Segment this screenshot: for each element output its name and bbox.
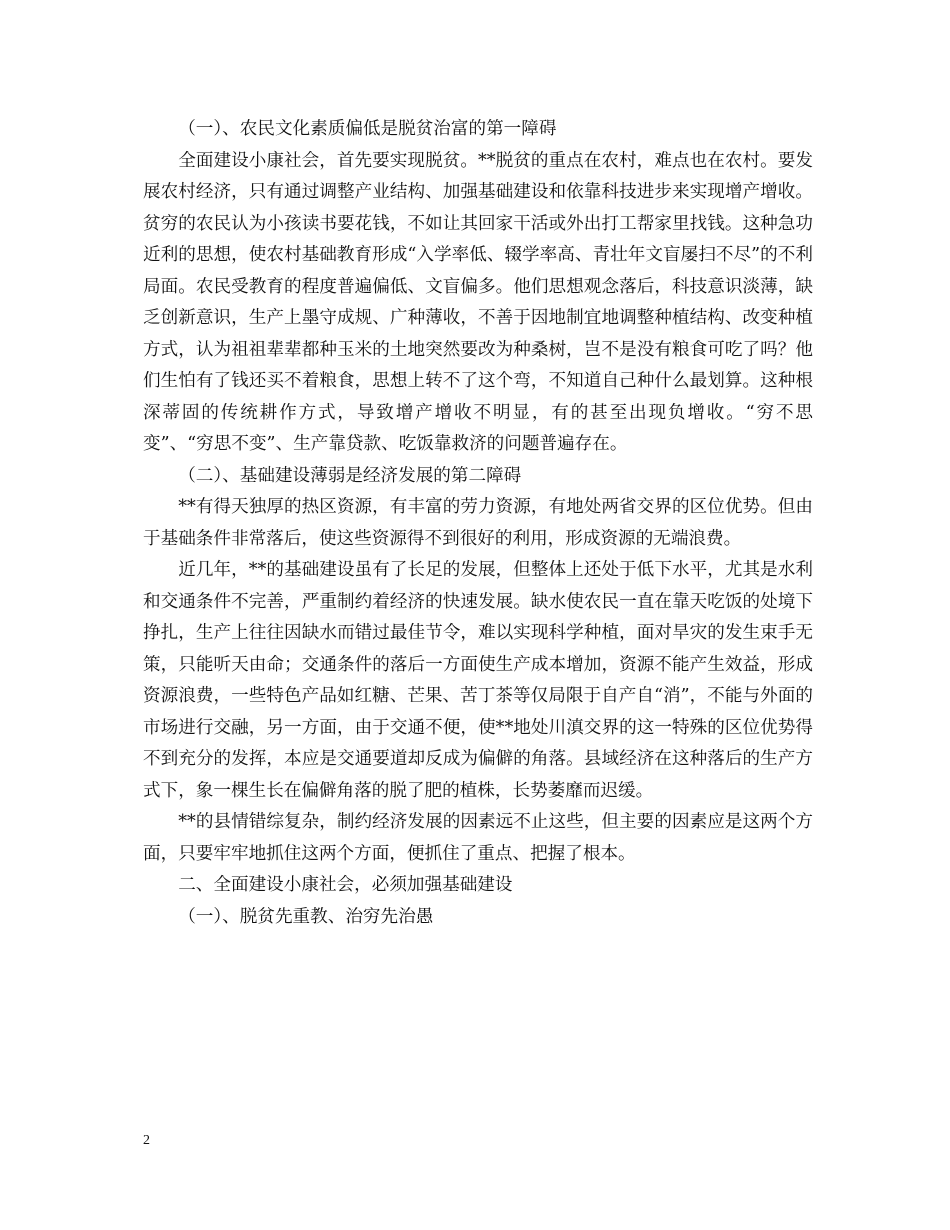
body-paragraph-3: 近几年，**的基础建设虽有了长足的发展，但整体上还处于低下水平，尤其是水利和交通条件不完善，严重制约着经济的快速发展。缺水使农民一直在靠天吃饭的处境下挣扎，生产上往往因缺水而错过最佳节令，难以实现科学种植，面对旱灾的发生束手无策，只能听天由命；交通条件的落后一方面使生产成本增加，资源不能产生效益，形成资源浪费，一些特色产品如红糖、芒果、苦丁茶等仅局限于自产自“消”，不能与外面的市场进行交融，另一方面，由于交通不便，使**地处川滇交界的这一特殊的区位优势得不到充分的发挥，本应是交通要道却反成为偏僻的角落。县域经济在这种落后的生产方式下，象一棵生长在偏僻角落的脱了肥的植株，长势萎靡而迟缓。 xyxy=(143,560,813,801)
section-heading-1-2: （二）、基础建设薄弱是经济发展的第二障碍 xyxy=(178,465,522,486)
document-body xyxy=(143,114,813,933)
page-number: 2 xyxy=(143,1133,150,1148)
section-heading-2: 二、全面建设小康社会，必须加强基础建设 xyxy=(178,875,513,895)
body-paragraph-2: **有得天独厚的热区资源，有丰富的劳力资源，有地处两省交界的区位优势。但由于基础条件非常落后，使这些资源得不到很好的利用，形成资源的无端浪费。 xyxy=(143,497,813,549)
section-heading-1-1: （一）、农民文化素质偏低是脱贫治富的第一障碍 xyxy=(178,119,557,139)
body-paragraph-1: 全面建设小康社会，首先要实现脱贫。**脱贫的重点在农村，难点也在农村。要发展农村经济，只有通过调整产业结构、加强基础建设和依靠科技进步来实现增产增收。贫穷的农民认为小孩读书要花钱，不如让其回家干活或外出打工帮家里找钱。这种急功近利的思想，使农村基础教育形成“入学率低、辍学率高、青壮年文盲屡扫不尽”的不利局面。农民受教育的程度普遍偏低、文盲偏多。他们思想观念落后，科技意识淡薄，缺乏创新意识，生产上墨守成规、广种薄收，不善于因地制宜地调整种植结构、改变种植方式，认为祖祖辈辈都种玉米的土地突然要改为种桑树，岂不是没有粮食可吃了吗？他们生怕有了钱还买不着粮食，思想上转不了这个弯，不知道自己种什么最划算。这种根深蒂固的传统耕作方式，导致增产增收不明显，有的甚至出现负增收。“穷不思变”、“穷思不变”、生产靠贷款、吃饭靠救济的问题普遍存在。 xyxy=(143,150,813,454)
body-paragraph-4: **的县情错综复杂，制约经济发展的因素远不止这些，但主要的因素应是这两个方面，只要牢牢地抓住这两个方面，便抓住了重点、把握了根本。 xyxy=(143,812,813,864)
section-heading-2-1: （一）、脱贫先重教、治穷先治愚 xyxy=(178,906,434,927)
